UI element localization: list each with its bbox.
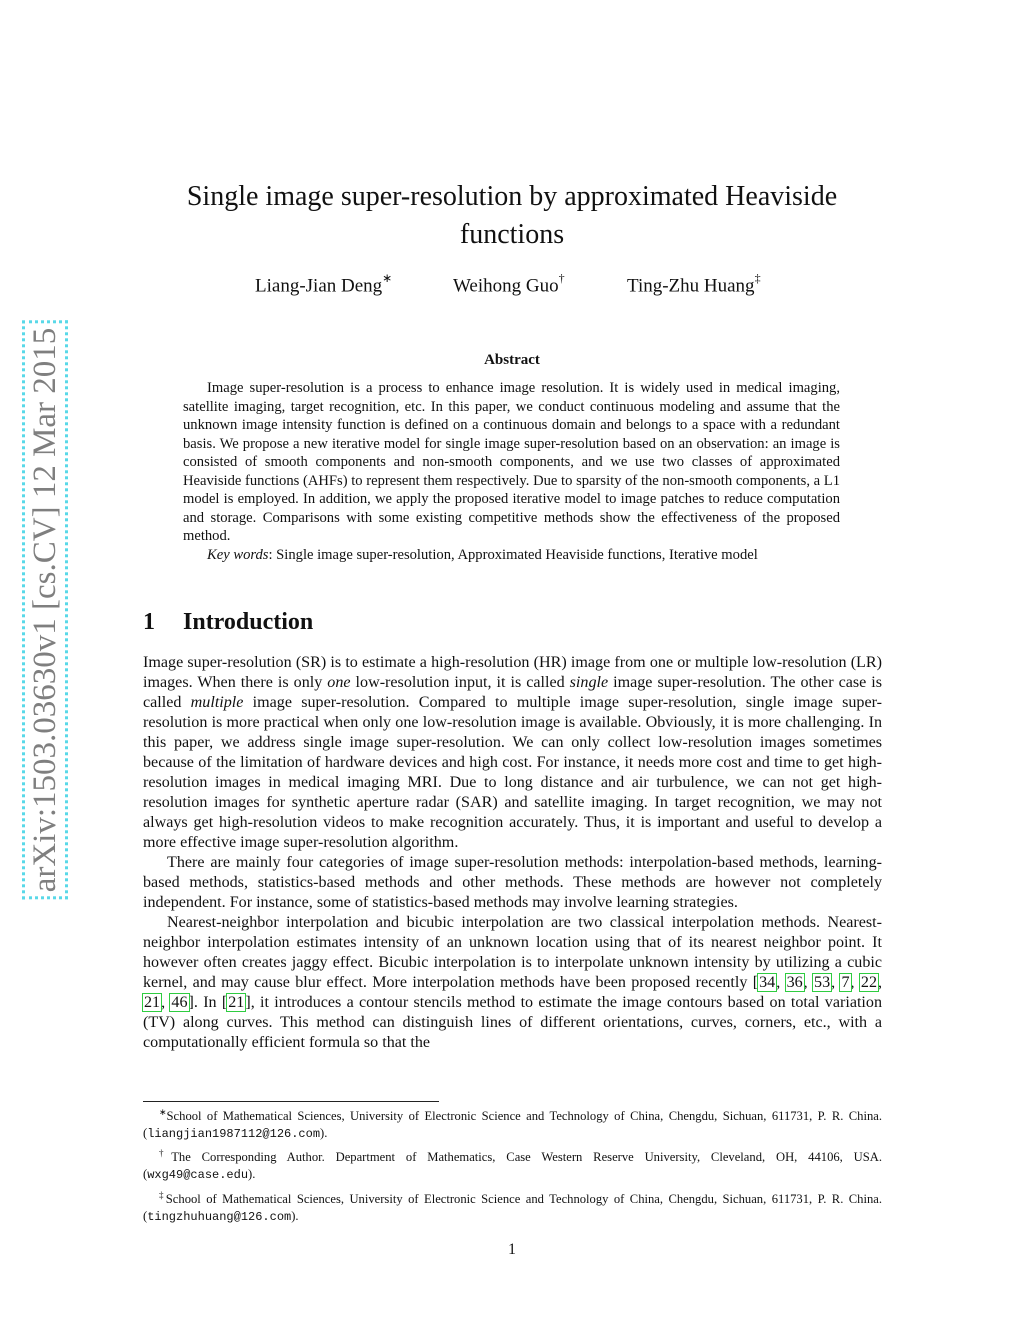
author-list <box>0 273 1024 297</box>
author-name: Weihong Guo <box>453 275 559 297</box>
author-footnote-mark: ‡ <box>754 271 761 285</box>
author-footnote-mark: ∗ <box>382 271 393 285</box>
citation-link[interactable]: 36 <box>786 974 803 991</box>
email-link[interactable]: liangjian1987112@126.com <box>147 1126 321 1141</box>
paragraph: Image super-resolution (SR) is to estimate a high-resolution (HR) image from one or multiple low-resolution (LR) images. When there is only one low-resolution input, it is called single image super-resolution. The other case is called multiple image super-resolution. Compared to multiple image super-resolution, single image super-resolution is more practical when only one low-resolution image is available. Obviously, it is more challenging. In this paper, we address single image super-resolution. We can only collect low-resolution images sometimes because of the limitation of hardware devices and high cost. For instance, it needs more cost and time to get high-resolution images in medical imaging MRI. Due to long distance and air turbulence, we can not get high-resolution images for synthetic aperture radar (SAR) and satellite imaging. In target recognition, we may not always get high-resolution videos to make recognition accurately. Thus, it is important and useful to develop a more effective image super-resolution algorithm. <box>143 654 883 851</box>
author-name: Liang-Jian Deng <box>255 275 383 297</box>
citation-link[interactable]: 7 <box>841 974 850 991</box>
paragraph: Nearest-neighbor interpolation and bicubic interpolation are two classical interpolation methods. Nearest-neighbor interpolation estimates intensity of an unknown location using that of its nearest neighbor point. It however often creates jaggy effect. Bicubic interpolation is to interpolate unknown intensity by utilizing a cubic kernel, and may cause blur effect. More interpolation methods have been proposed recently [34, 36, 53, 7, 22, 21, 46]. In [21], it introduces a contour stencils method to estimate the image contours based on total variation (TV) along curves. This method can distinguish lines of different orientations, curves, corners, etc., with a computationally efficient formula so that the <box>143 914 883 1051</box>
abstract-body <box>183 379 840 564</box>
author-deng <box>255 273 392 297</box>
keywords-label: Key words <box>207 546 269 563</box>
citation-link[interactable]: 21 <box>144 994 161 1011</box>
footnotes <box>143 1104 882 1228</box>
keywords <box>183 546 840 565</box>
citation-link[interactable]: 22 <box>860 974 877 991</box>
paper-title: Single image super-resolution by approximated Heaviside functions <box>186 181 838 250</box>
arxiv-stamp <box>28 315 62 905</box>
footnote-rule <box>143 1101 439 1102</box>
footnote: ∗School of Mathematical Sciences, University of Electronic Science and Technology of China, Chengdu, Sichuan, 611731, P. R. China. (liangjian1987112@126.com). <box>143 1107 882 1141</box>
footnote: †The Corresponding Author. Department of Mathematics, Case Western Reserve University, Cleveland, OH, 44106, USA. (wxg49@case.edu). <box>143 1148 882 1183</box>
introduction-body <box>143 653 882 1053</box>
abstract-text: Image super-resolution is a process to enhance image resolution. It is widely used in medical imaging, satellite imaging, target recognition, etc. In this paper, we conduct continuous modeling and assume that the unknown image intensity function is defined on a continuous domain and belongs to a space with a redundant basis. We propose a new iterative model for single image super-resolution based on an observation: an image is consisted of smooth components and non-smooth components, and we use two classes of approximated Heaviside functions (AHFs) to represent them respectively. Due to sparsity of the non-smooth components, a L1 model is employed. In addition, we apply the proposed iterative model to image patches to reduce computation and storage. Comparisons with some existing competitive methods show the effectiveness of the proposed method. <box>183 380 840 544</box>
section-title: Introduction <box>183 609 314 635</box>
abstract-heading: Abstract <box>484 352 540 368</box>
paragraph: There are mainly four categories of image super-resolution methods: interpolation-based methods, learning-based methods, statistics-based methods and other methods. These methods are however not completely independent. For instance, some of statistics-based methods may involve learning strategies. <box>143 854 882 911</box>
arxiv-identifier[interactable]: arXiv:1503.03630v1 [cs.CV] 12 Mar 2015 <box>27 327 63 893</box>
email-link[interactable]: wxg49@case.edu <box>147 1168 249 1183</box>
author-footnote-mark: † <box>558 271 565 285</box>
section-heading <box>143 609 313 636</box>
section-number: 1 <box>143 609 155 635</box>
author-huang <box>627 273 761 297</box>
keywords-list: : Single image super-resolution, Approximated Heaviside functions, Iterative model <box>268 546 758 563</box>
email-link[interactable]: tingzhuhuang@126.com <box>147 1209 292 1224</box>
author-guo <box>453 273 565 297</box>
citation-link[interactable]: 21 <box>228 994 245 1011</box>
citation-link[interactable]: 46 <box>171 994 188 1011</box>
page-number: 1 <box>508 1241 516 1258</box>
author-name: Ting-Zhu Huang <box>627 275 755 297</box>
footnote: ‡School of Mathematical Sciences, University of Electronic Science and Technology of China, Chengdu, Sichuan, 611731, P. R. China. (tingzhuhuang@126.com). <box>143 1189 883 1224</box>
citation-link[interactable]: 53 <box>814 974 831 991</box>
citation-link[interactable]: 34 <box>759 974 776 991</box>
